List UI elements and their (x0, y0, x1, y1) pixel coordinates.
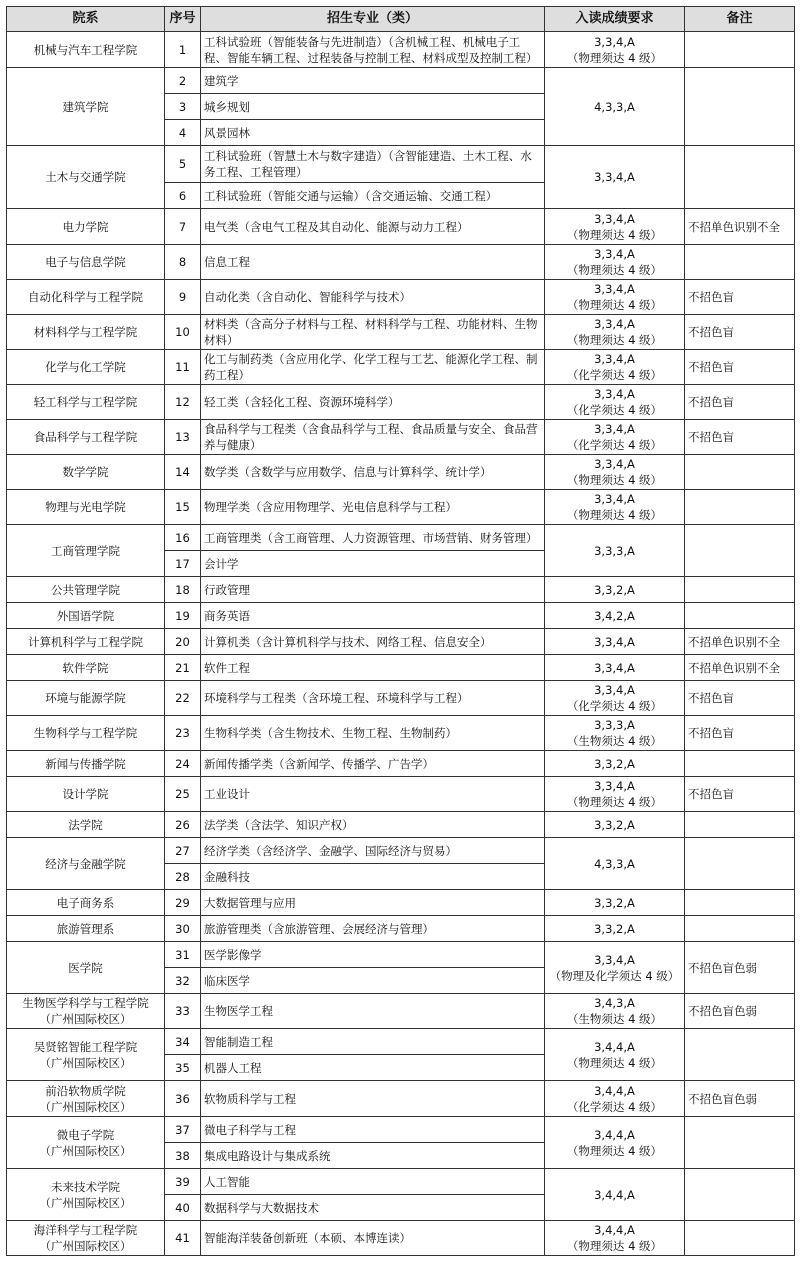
seq-no-cell: 22 (165, 681, 201, 716)
table-row (7, 655, 795, 681)
major-cell: 工商管理类（含工商管理、人力资源管理、市场营销、财务管理） (201, 525, 545, 551)
major-cell: 大数据管理与应用 (201, 890, 545, 916)
table-header-row (7, 7, 795, 32)
college-cell: 电力学院 (7, 209, 165, 245)
major-cell: 软件工程 (201, 655, 545, 681)
note-cell (685, 1221, 795, 1256)
seq-no-cell: 2 (165, 68, 201, 94)
college-cell: 计算机科学与工程学院 (7, 629, 165, 655)
note-cell: 不招单色识别不全 (685, 209, 795, 245)
seq-no-cell: 18 (165, 577, 201, 603)
requirement-cell: 3,4,3,A （生物须达 4 级） (545, 994, 685, 1029)
requirement-cell: 3,3,4,A （物理须达 4 级） (545, 209, 685, 245)
major-cell: 商务英语 (201, 603, 545, 629)
major-cell: 智能海洋装备创新班（本硕、本博连读） (201, 1221, 545, 1256)
table-row (7, 681, 795, 716)
seq-no-cell: 21 (165, 655, 201, 681)
seq-no-cell: 26 (165, 812, 201, 838)
seq-no-cell: 36 (165, 1081, 201, 1117)
table-row (7, 420, 795, 455)
note-cell (685, 525, 795, 577)
college-cell: 海洋科学与工程学院 （广州国际校区） (7, 1221, 165, 1256)
college-cell: 新闻与传播学院 (7, 751, 165, 777)
seq-no-cell: 7 (165, 209, 201, 245)
seq-no-cell: 9 (165, 280, 201, 315)
table-row (7, 1169, 795, 1195)
major-cell: 经济学类（含经济学、金融学、国际经济与贸易） (201, 838, 545, 864)
college-cell: 旅游管理系 (7, 916, 165, 942)
table-row (7, 1081, 795, 1117)
seq-no-cell: 30 (165, 916, 201, 942)
note-cell (685, 838, 795, 890)
table-row (7, 68, 795, 94)
table-row (7, 994, 795, 1029)
requirement-cell: 3,3,2,A (545, 812, 685, 838)
college-cell: 电子与信息学院 (7, 245, 165, 280)
major-cell: 轻工类（含轻化工程、资源环境科学） (201, 385, 545, 420)
note-cell: 不招色盲 (685, 777, 795, 812)
seq-no-cell: 20 (165, 629, 201, 655)
major-cell: 城乡规划 (201, 94, 545, 120)
college-cell: 经济与金融学院 (7, 838, 165, 890)
college-cell: 物理与光电学院 (7, 490, 165, 525)
table-row (7, 209, 795, 245)
college-cell: 数学学院 (7, 455, 165, 490)
seq-no-cell: 41 (165, 1221, 201, 1256)
major-cell: 化工与制药类（含应用化学、化学工程与工艺、能源化学工程、制药工程） (201, 350, 545, 385)
requirement-cell: 4,3,3,A (545, 838, 685, 890)
admission-table (6, 6, 795, 1256)
table-row (7, 1117, 795, 1143)
table-row (7, 751, 795, 777)
note-cell: 不招色盲色弱 (685, 1081, 795, 1117)
table-row (7, 245, 795, 280)
table-row (7, 525, 795, 551)
table-row (7, 1029, 795, 1055)
major-cell: 材料类（含高分子材料与工程、材料科学与工程、功能材料、生物材料） (201, 315, 545, 350)
college-cell: 医学院 (7, 942, 165, 994)
table-row (7, 890, 795, 916)
major-cell: 计算机类（含计算机科学与技术、网络工程、信息安全） (201, 629, 545, 655)
requirement-cell: 3,4,4,A （物理须达 4 级） (545, 1221, 685, 1256)
note-cell: 不招色盲 (685, 420, 795, 455)
note-cell (685, 890, 795, 916)
table-body (7, 32, 795, 1256)
note-cell: 不招色盲 (685, 315, 795, 350)
header-requirement: 入读成绩要求 (545, 7, 685, 32)
college-cell: 法学院 (7, 812, 165, 838)
major-cell: 数据科学与大数据技术 (201, 1195, 545, 1221)
major-cell: 集成电路设计与集成系统 (201, 1143, 545, 1169)
major-cell: 工业设计 (201, 777, 545, 812)
table-row (7, 916, 795, 942)
header-no: 序号 (165, 7, 201, 32)
seq-no-cell: 35 (165, 1055, 201, 1081)
major-cell: 法学类（含法学、知识产权） (201, 812, 545, 838)
note-cell: 不招色盲 (685, 280, 795, 315)
seq-no-cell: 10 (165, 315, 201, 350)
note-cell (685, 1169, 795, 1221)
college-cell: 建筑学院 (7, 68, 165, 146)
seq-no-cell: 25 (165, 777, 201, 812)
major-cell: 工科试验班（智能装备与先进制造）（含机械工程、机械电子工程、智能车辆工程、过程装备与控制工程、材料成型及控制工程） (201, 32, 545, 68)
seq-no-cell: 32 (165, 968, 201, 994)
major-cell: 临床医学 (201, 968, 545, 994)
college-cell: 材料科学与工程学院 (7, 315, 165, 350)
college-cell: 公共管理学院 (7, 577, 165, 603)
table-row (7, 716, 795, 751)
requirement-cell: 3,4,4,A （化学须达 4 级） (545, 1081, 685, 1117)
table-row (7, 812, 795, 838)
note-cell (685, 751, 795, 777)
note-cell: 不招色盲色弱 (685, 942, 795, 994)
note-cell (685, 812, 795, 838)
table-row (7, 146, 795, 183)
college-cell: 自动化科学与工程学院 (7, 280, 165, 315)
major-cell: 工科试验班（智慧土木与数字建造）（含智能建造、土木工程、水务工程、工程管理） (201, 146, 545, 183)
note-cell: 不招色盲 (685, 716, 795, 751)
header-college: 院系 (7, 7, 165, 32)
major-cell: 工科试验班（智能交通与运输）（含交通运输、交通工程） (201, 183, 545, 209)
college-cell: 环境与能源学院 (7, 681, 165, 716)
major-cell: 旅游管理类（含旅游管理、会展经济与管理） (201, 916, 545, 942)
requirement-cell: 4,3,3,A (545, 68, 685, 146)
seq-no-cell: 37 (165, 1117, 201, 1143)
seq-no-cell: 40 (165, 1195, 201, 1221)
header-note: 备注 (685, 7, 795, 32)
table-row (7, 385, 795, 420)
requirement-cell: 3,3,4,A （物理及化学须达 4 级） (545, 942, 685, 994)
note-cell: 不招单色识别不全 (685, 629, 795, 655)
table-row (7, 32, 795, 68)
major-cell: 物理学类（含应用物理学、光电信息科学与工程） (201, 490, 545, 525)
major-cell: 行政管理 (201, 577, 545, 603)
requirement-cell: 3,4,4,A （物理须达 4 级） (545, 1117, 685, 1169)
major-cell: 金融科技 (201, 864, 545, 890)
major-cell: 机器人工程 (201, 1055, 545, 1081)
note-cell: 不招色盲 (685, 681, 795, 716)
seq-no-cell: 38 (165, 1143, 201, 1169)
note-cell (685, 1117, 795, 1169)
note-cell (685, 146, 795, 209)
college-cell: 设计学院 (7, 777, 165, 812)
major-cell: 新闻传播学类（含新闻学、传播学、广告学） (201, 751, 545, 777)
requirement-cell: 3,3,4,A （物理须达 4 级） (545, 315, 685, 350)
requirement-cell: 3,3,4,A （物理须达 4 级） (545, 777, 685, 812)
table-row (7, 942, 795, 968)
major-cell: 医学影像学 (201, 942, 545, 968)
requirement-cell: 3,3,2,A (545, 577, 685, 603)
seq-no-cell: 19 (165, 603, 201, 629)
major-cell: 数学类（含数学与应用数学、信息与计算科学、统计学） (201, 455, 545, 490)
major-cell: 信息工程 (201, 245, 545, 280)
major-cell: 智能制造工程 (201, 1029, 545, 1055)
seq-no-cell: 6 (165, 183, 201, 209)
college-cell: 土木与交通学院 (7, 146, 165, 209)
seq-no-cell: 31 (165, 942, 201, 968)
major-cell: 环境科学与工程类（含环境工程、环境科学与工程） (201, 681, 545, 716)
college-cell: 机械与汽车工程学院 (7, 32, 165, 68)
table-row (7, 455, 795, 490)
seq-no-cell: 16 (165, 525, 201, 551)
seq-no-cell: 14 (165, 455, 201, 490)
requirement-cell: 3,3,4,A (545, 655, 685, 681)
major-cell: 电气类（含电气工程及其自动化、能源与动力工程） (201, 209, 545, 245)
note-cell (685, 916, 795, 942)
college-cell: 化学与化工学院 (7, 350, 165, 385)
requirement-cell: 3,3,4,A (545, 629, 685, 655)
note-cell (685, 577, 795, 603)
requirement-cell: 3,3,4,A （物理须达 4 级） (545, 490, 685, 525)
major-cell: 风景园林 (201, 120, 545, 146)
college-cell: 未来技术学院 （广州国际校区） (7, 1169, 165, 1221)
note-cell (685, 68, 795, 146)
major-cell: 会计学 (201, 551, 545, 577)
requirement-cell: 3,3,4,A （物理须达 4 级） (545, 280, 685, 315)
seq-no-cell: 8 (165, 245, 201, 280)
requirement-cell: 3,3,4,A （化学须达 4 级） (545, 350, 685, 385)
note-cell: 不招色盲色弱 (685, 994, 795, 1029)
note-cell (685, 603, 795, 629)
seq-no-cell: 1 (165, 32, 201, 68)
seq-no-cell: 11 (165, 350, 201, 385)
note-cell (685, 245, 795, 280)
major-cell: 微电子科学与工程 (201, 1117, 545, 1143)
seq-no-cell: 23 (165, 716, 201, 751)
table-row (7, 577, 795, 603)
requirement-cell: 3,3,3,A (545, 525, 685, 577)
college-cell: 外国语学院 (7, 603, 165, 629)
requirement-cell: 3,3,4,A (545, 146, 685, 209)
college-cell: 生物医学科学与工程学院 （广州国际校区） (7, 994, 165, 1029)
seq-no-cell: 17 (165, 551, 201, 577)
table-row (7, 777, 795, 812)
requirement-cell: 3,3,2,A (545, 890, 685, 916)
college-cell: 生物科学与工程学院 (7, 716, 165, 751)
requirement-cell: 3,3,4,A （化学须达 4 级） (545, 420, 685, 455)
college-cell: 微电子学院 （广州国际校区） (7, 1117, 165, 1169)
seq-no-cell: 4 (165, 120, 201, 146)
college-cell: 前沿软物质学院 （广州国际校区） (7, 1081, 165, 1117)
major-cell: 自动化类（含自动化、智能科学与技术） (201, 280, 545, 315)
major-cell: 生物科学类（含生物技术、生物工程、生物制药） (201, 716, 545, 751)
requirement-cell: 3,3,4,A （化学须达 4 级） (545, 385, 685, 420)
college-cell: 轻工科学与工程学院 (7, 385, 165, 420)
seq-no-cell: 27 (165, 838, 201, 864)
seq-no-cell: 24 (165, 751, 201, 777)
college-cell: 食品科学与工程学院 (7, 420, 165, 455)
table-row (7, 490, 795, 525)
college-cell: 软件学院 (7, 655, 165, 681)
note-cell: 不招色盲 (685, 385, 795, 420)
major-cell: 食品科学与工程类（含食品科学与工程、食品质量与安全、食品营养与健康） (201, 420, 545, 455)
major-cell: 人工智能 (201, 1169, 545, 1195)
seq-no-cell: 34 (165, 1029, 201, 1055)
header-major: 招生专业（类） (201, 7, 545, 32)
major-cell: 建筑学 (201, 68, 545, 94)
note-cell (685, 490, 795, 525)
note-cell: 不招单色识别不全 (685, 655, 795, 681)
college-cell: 电子商务系 (7, 890, 165, 916)
seq-no-cell: 13 (165, 420, 201, 455)
requirement-cell: 3,3,4,A （化学须达 4 级） (545, 681, 685, 716)
note-cell: 不招色盲 (685, 350, 795, 385)
requirement-cell: 3,3,4,A （物理须达 4 级） (545, 32, 685, 68)
seq-no-cell: 5 (165, 146, 201, 183)
requirement-cell: 3,4,2,A (545, 603, 685, 629)
major-cell: 生物医学工程 (201, 994, 545, 1029)
seq-no-cell: 29 (165, 890, 201, 916)
seq-no-cell: 28 (165, 864, 201, 890)
seq-no-cell: 39 (165, 1169, 201, 1195)
seq-no-cell: 33 (165, 994, 201, 1029)
requirement-cell: 3,3,3,A （生物须达 4 级） (545, 716, 685, 751)
table-row (7, 315, 795, 350)
seq-no-cell: 3 (165, 94, 201, 120)
seq-no-cell: 15 (165, 490, 201, 525)
requirement-cell: 3,3,2,A (545, 751, 685, 777)
college-cell: 工商管理学院 (7, 525, 165, 577)
note-cell (685, 455, 795, 490)
table-row (7, 1221, 795, 1256)
requirement-cell: 3,3,2,A (545, 916, 685, 942)
requirement-cell: 3,3,4,A （物理须达 4 级） (545, 245, 685, 280)
note-cell (685, 1029, 795, 1081)
table-row (7, 603, 795, 629)
college-cell: 吴贤铭智能工程学院 （广州国际校区） (7, 1029, 165, 1081)
requirement-cell: 3,4,4,A （物理须达 4 级） (545, 1029, 685, 1081)
table-row (7, 280, 795, 315)
seq-no-cell: 12 (165, 385, 201, 420)
requirement-cell: 3,4,4,A (545, 1169, 685, 1221)
table-row (7, 838, 795, 864)
table-row (7, 629, 795, 655)
table-row (7, 350, 795, 385)
requirement-cell: 3,3,4,A （物理须达 4 级） (545, 455, 685, 490)
major-cell: 软物质科学与工程 (201, 1081, 545, 1117)
note-cell (685, 32, 795, 68)
